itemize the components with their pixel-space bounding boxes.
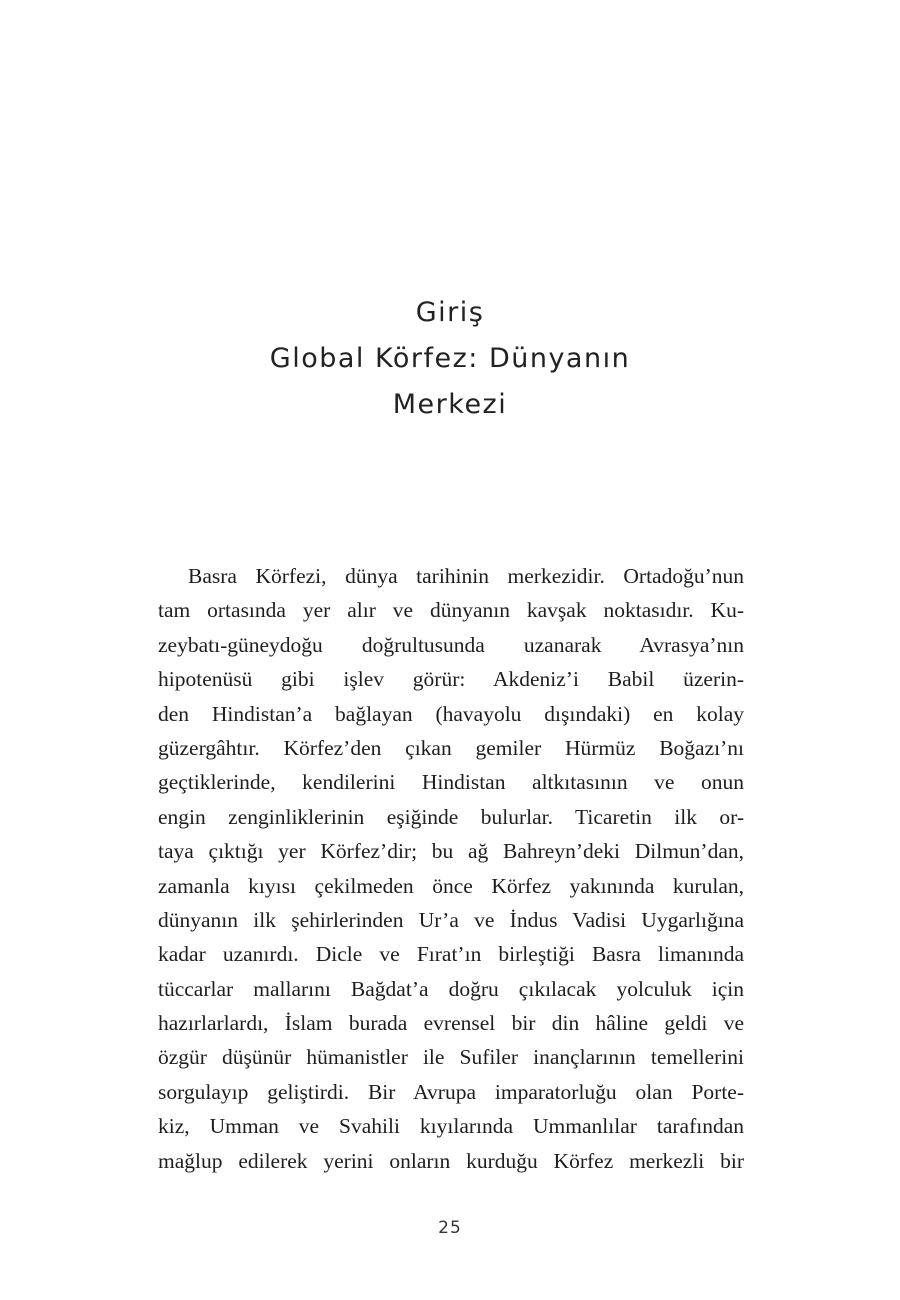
- chapter-title-line-1: Global Körfez: Dünyanın: [269, 343, 631, 374]
- paragraph-line: geçtiklerinde, kendilerini Hindistan altkıtasının ve onun: [158, 770, 744, 795]
- paragraph-line: güzergâhtır. Körfez’den çıkan gemiler Hürmüz Boğazı’nı: [158, 735, 744, 760]
- page-number: 25: [438, 1218, 462, 1238]
- paragraph-line: taya çıktığı yer Körfez’dir; bu ağ Bahreyn’deki Dilmun’dan,: [158, 839, 744, 864]
- body-paragraph: [158, 559, 744, 1178]
- paragraph-line: Basra Körfezi, dünya tarihinin merkezidir. Ortadoğu’nun: [188, 564, 744, 588]
- paragraph-line: den Hindistan’a bağlayan (havayolu dışındaki) en kolay: [158, 701, 744, 726]
- paragraph-line: sorgulayıp geliştirdi. Bir Avrupa imparatorluğu olan Porte-: [158, 1079, 744, 1104]
- paragraph-line: hipotenüsü gibi işlev görür: Akdeniz’i Babil üzerin-: [158, 667, 744, 692]
- paragraph-line: tüccarlar mallarını Bağdat’a doğru çıkılacak yolculuk için: [158, 976, 744, 1001]
- paragraph-line: dünyanın ilk şehirlerinden Ur’a ve İndus Vadisi Uygarlığına: [158, 907, 744, 932]
- paragraph-line: tam ortasında yer alır ve dünyanın kavşak noktasıdır. Ku-: [158, 598, 744, 623]
- chapter-heading: [0, 290, 900, 428]
- chapter-label: Giriş: [415, 297, 485, 328]
- paragraph-line: mağlup edilerek yerini onların kurduğu Körfez merkezli bir: [158, 1148, 744, 1173]
- chapter-title-line-2: Merkezi: [392, 389, 508, 420]
- paragraph-line: engin zenginliklerinin eşiğinde bulurlar. Ticaretin ilk or-: [158, 804, 744, 829]
- paragraph-line: kiz, Umman ve Svahili kıyılarında Ummanlılar tarafından: [158, 1114, 744, 1139]
- paragraph-line: özgür düşünür hümanistler ile Sufiler inançlarının temellerini: [158, 1045, 744, 1070]
- paragraph-line: kadar uzanırdı. Dicle ve Fırat’ın birleştiği Basra limanında: [158, 942, 744, 967]
- paragraph-line: hazırlarlardı, İslam burada evrensel bir din hâline geldi ve: [158, 1011, 744, 1036]
- paragraph-line: zamanla kıyısı çekilmeden önce Körfez yakınında kurulan,: [158, 873, 744, 898]
- paragraph-line: zeybatı-güneydoğu doğrultusunda uzanarak Avrasya’nın: [158, 632, 744, 657]
